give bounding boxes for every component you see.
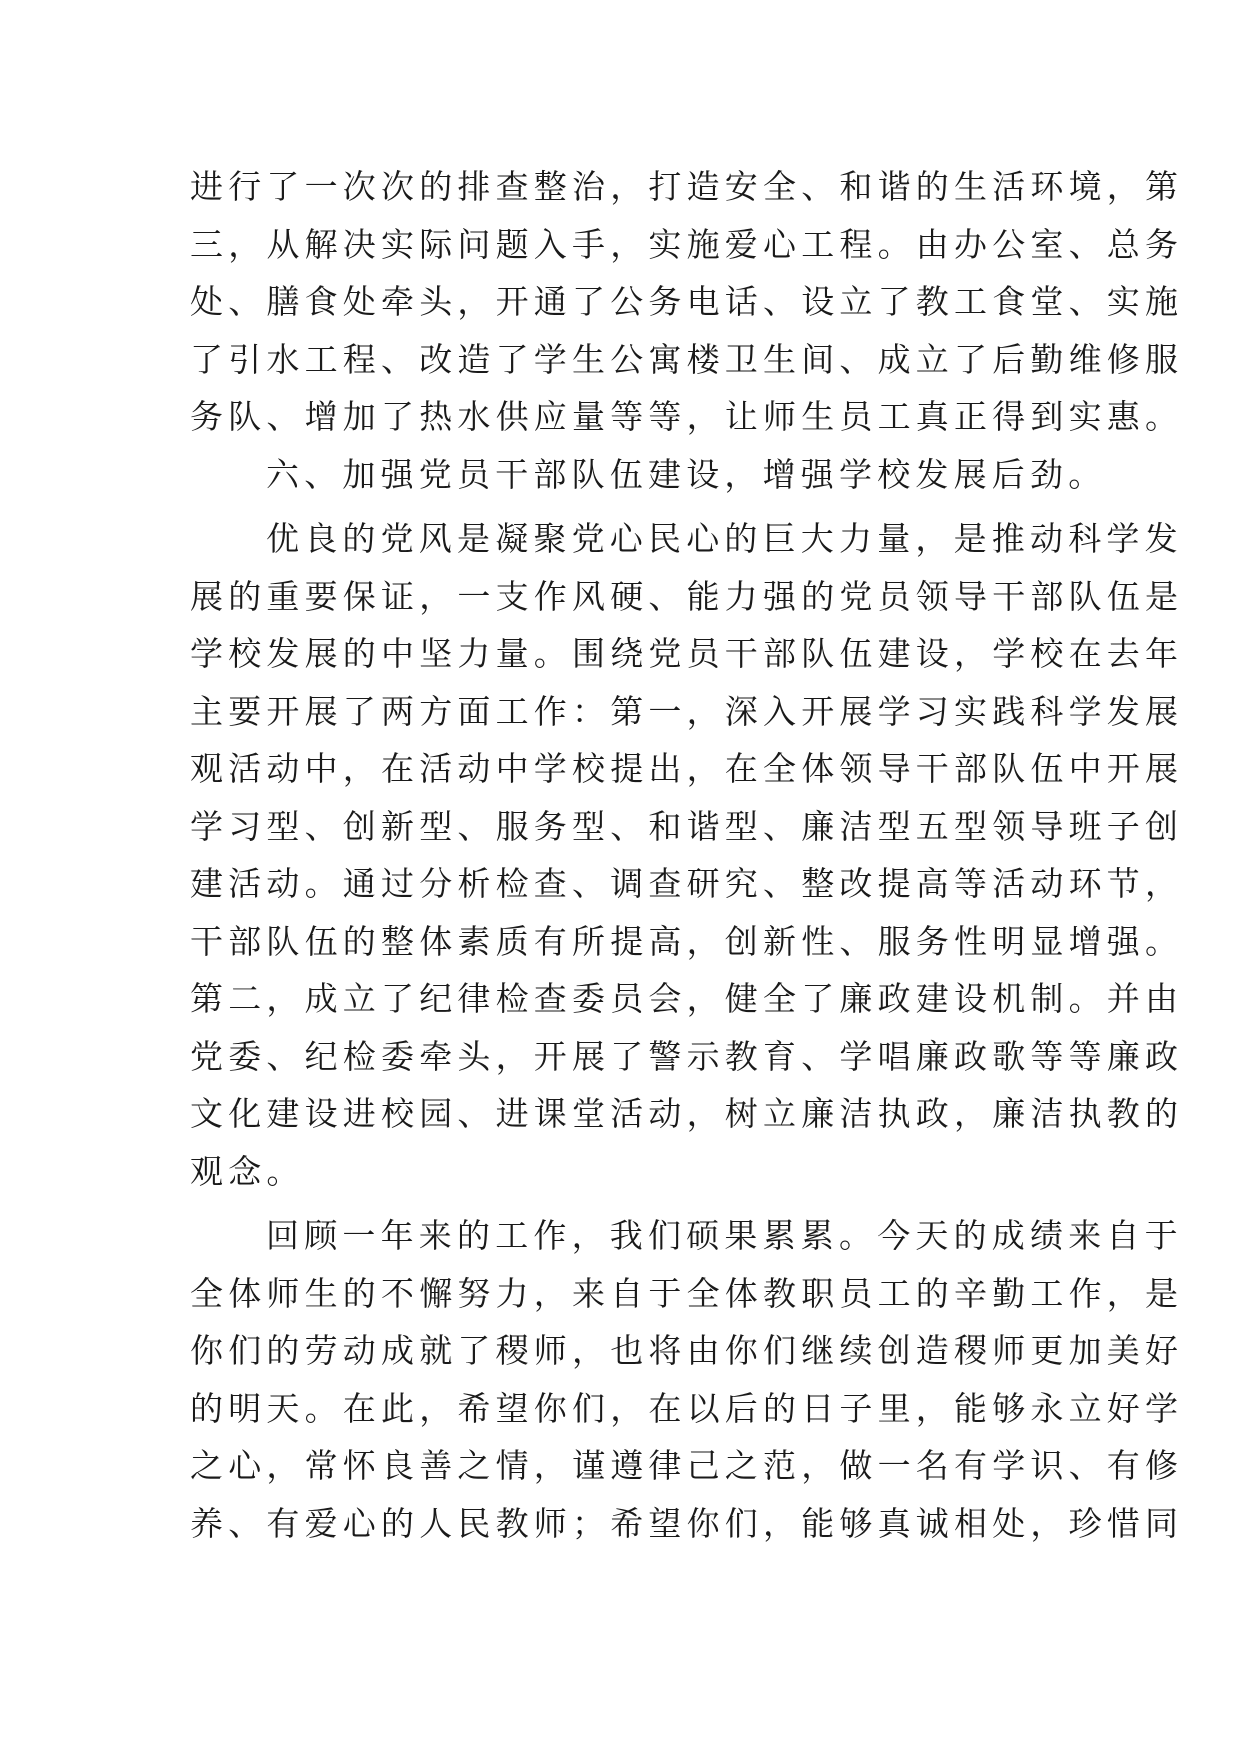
text-line: 学习型、创新型、服务型、和谐型、廉洁型五型领导班子创 xyxy=(190,806,1184,846)
text-line: 回顾一年来的工作，我们硕果累累。今天的成绩来自于 xyxy=(266,1216,1183,1255)
text-line: 全体师生的不懈努力，来自于全体教职员工的辛勤工作，是 xyxy=(190,1273,1184,1313)
text-line: 之心，常怀良善之情，谨遵律己之范，做一名有学识、有修 xyxy=(190,1446,1184,1485)
text-line: 养、有爱心的人民教师；希望你们，能够真诚相处，珍惜同 xyxy=(190,1503,1184,1543)
text-line: 干部队伍的整体素质有所提高，创新性、服务性明显增强。 xyxy=(190,921,1184,961)
text-line: 观念。 xyxy=(190,1151,305,1191)
text-line: 展的重要保证，一支作风硬、能力强的党员领导干部队伍是 xyxy=(190,576,1184,616)
text-line: 主要开展了两方面工作：第一，深入开展学习实践科学发展 xyxy=(190,691,1184,731)
text-line: 务队、增加了热水供应量等等，让师生员工真正得到实惠。 xyxy=(190,397,1184,436)
text-line: 观活动中，在活动中学校提出，在全体领导干部队伍中开展 xyxy=(190,749,1184,788)
text-line: 了引水工程、改造了学生公寓楼卫生间、成立了后勤维修服 xyxy=(190,339,1184,379)
text-line: 处、膳食处牵头，开通了公务电话、设立了教工食堂、实施 xyxy=(190,282,1184,321)
text-line: 进行了一次次的排查整治，打造安全、和谐的生活环境，第 xyxy=(190,167,1184,206)
text-line: 党委、纪检委牵头，开展了警示教育、学唱廉政歌等等廉政 xyxy=(190,1036,1184,1076)
text-line: 优良的党风是凝聚党心民心的巨大力量，是推动科学发 xyxy=(266,519,1183,558)
text-line: 文化建设进校园、进课堂活动，树立廉洁执政，廉洁执教的 xyxy=(190,1094,1184,1133)
section-heading: 六、加强党员干部队伍建设，增强学校发展后劲。 xyxy=(266,454,1107,494)
text-line: 你们的劳动成就了稷师，也将由你们继续创造稷师更加美好 xyxy=(190,1331,1184,1370)
body-text xyxy=(190,158,1184,1552)
text-line: 三，从解决实际问题入手，实施爱心工程。由办公室、总务 xyxy=(190,224,1184,264)
text-line: 的明天。在此，希望你们，在以后的日子里，能够永立好学 xyxy=(190,1388,1184,1428)
text-line: 建活动。通过分析检查、调查研究、整改提高等活动环节， xyxy=(190,864,1184,903)
text-line: 学校发展的中坚力量。围绕党员干部队伍建设，学校在去年 xyxy=(190,634,1184,673)
text-line: 第二，成立了纪律检查委员会，健全了廉政建设机制。并由 xyxy=(190,979,1184,1018)
